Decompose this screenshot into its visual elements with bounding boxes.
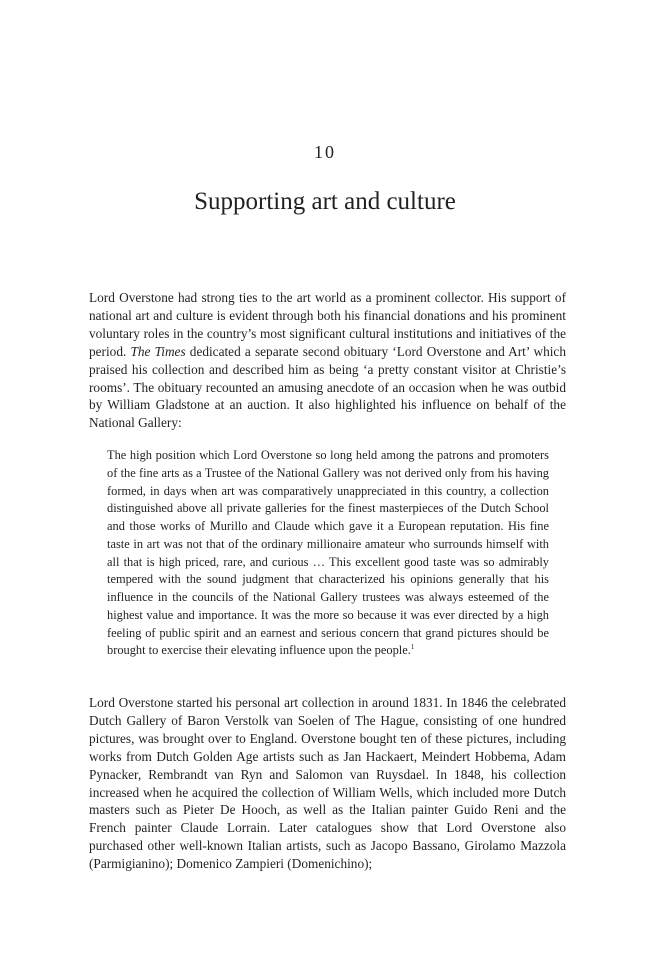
paragraph-text: Lord Overstone had strong ties to the art world as a prominent collector. His support of national art and culture is evident through both his financial donations and his prominent voluntary roles in the country’s most significant cultural institutions and initiatives of the period. xyxy=(89,290,566,359)
block-quote xyxy=(107,447,549,660)
body-paragraph: Lord Overstone started his personal art collection in around 1831. In 1846 the celebrated Dutch Gallery of Baron Verstolk van Soelen of The Hague, consisting of one hundred pictures, was brought over to England. Overstone bought ten of these pictures, including works from Dutch Golden Age artists such as Jan Hackaert, Meindert Hobbema, Adam Pynacker, Rembrandt van Ryn and Salomon van Ruysdael. In 1848, his collection increased when he acquired the collection of William Wells, which included more Dutch masters such as Pieter De Hooch, as well as the Italian painter Guido Reni and the French painter Claude Lorrain. Later catalogues show that Lord Overstone also purchased other well-known Italian artists, such as Jacopo Bassano, Girolamo Mazzola (Parmigianino); Domenico Zampieri (Domenichino); xyxy=(89,695,566,872)
footnote-reference[interactable]: 1 xyxy=(410,643,415,652)
chapter-number: 10 xyxy=(314,142,336,162)
chapter-title: Supporting art and culture xyxy=(194,188,456,215)
quote-text: The high position which Lord Overstone so long held among the patrons and promoters of the fine arts as a Trustee of the National Gallery was not derived only from his having formed, in days when art was comparatively unappreciated in this country, a collection distinguished above all private galleries for the finest masterpieces of the Dutch School and those works of Murillo and Claude which gave it a European reputation. His fine taste in art was not that of the ordinary millionaire amateur who surrounds himself with all that is high priced, rare, and curious … This excellent good taste was so admirably tempered with the sound judgment that characterized his opinions generally that his influence in the councils of the National Gallery trustees was always esteemed of the highest value and importance. It was the more so because it was ever directed by a high feeling of public spirit and an earnest and serious concern that grand pictures should be brought to exercise their elevating influence upon the people. xyxy=(107,448,549,658)
newspaper-title: The Times xyxy=(130,343,186,359)
paragraph-text: dedicated a separate second obituary ‘Lord Overstone and Art’ which praised his collection and described him as being ‘a pretty constant visitor at Christie’s rooms’. The obituary recounted an amusing anecdote of an occasion when he was outbid by William Gladstone at an auction. It also highlighted his influence on behalf of the National Gallery: xyxy=(89,343,566,431)
body-paragraph xyxy=(89,289,566,432)
